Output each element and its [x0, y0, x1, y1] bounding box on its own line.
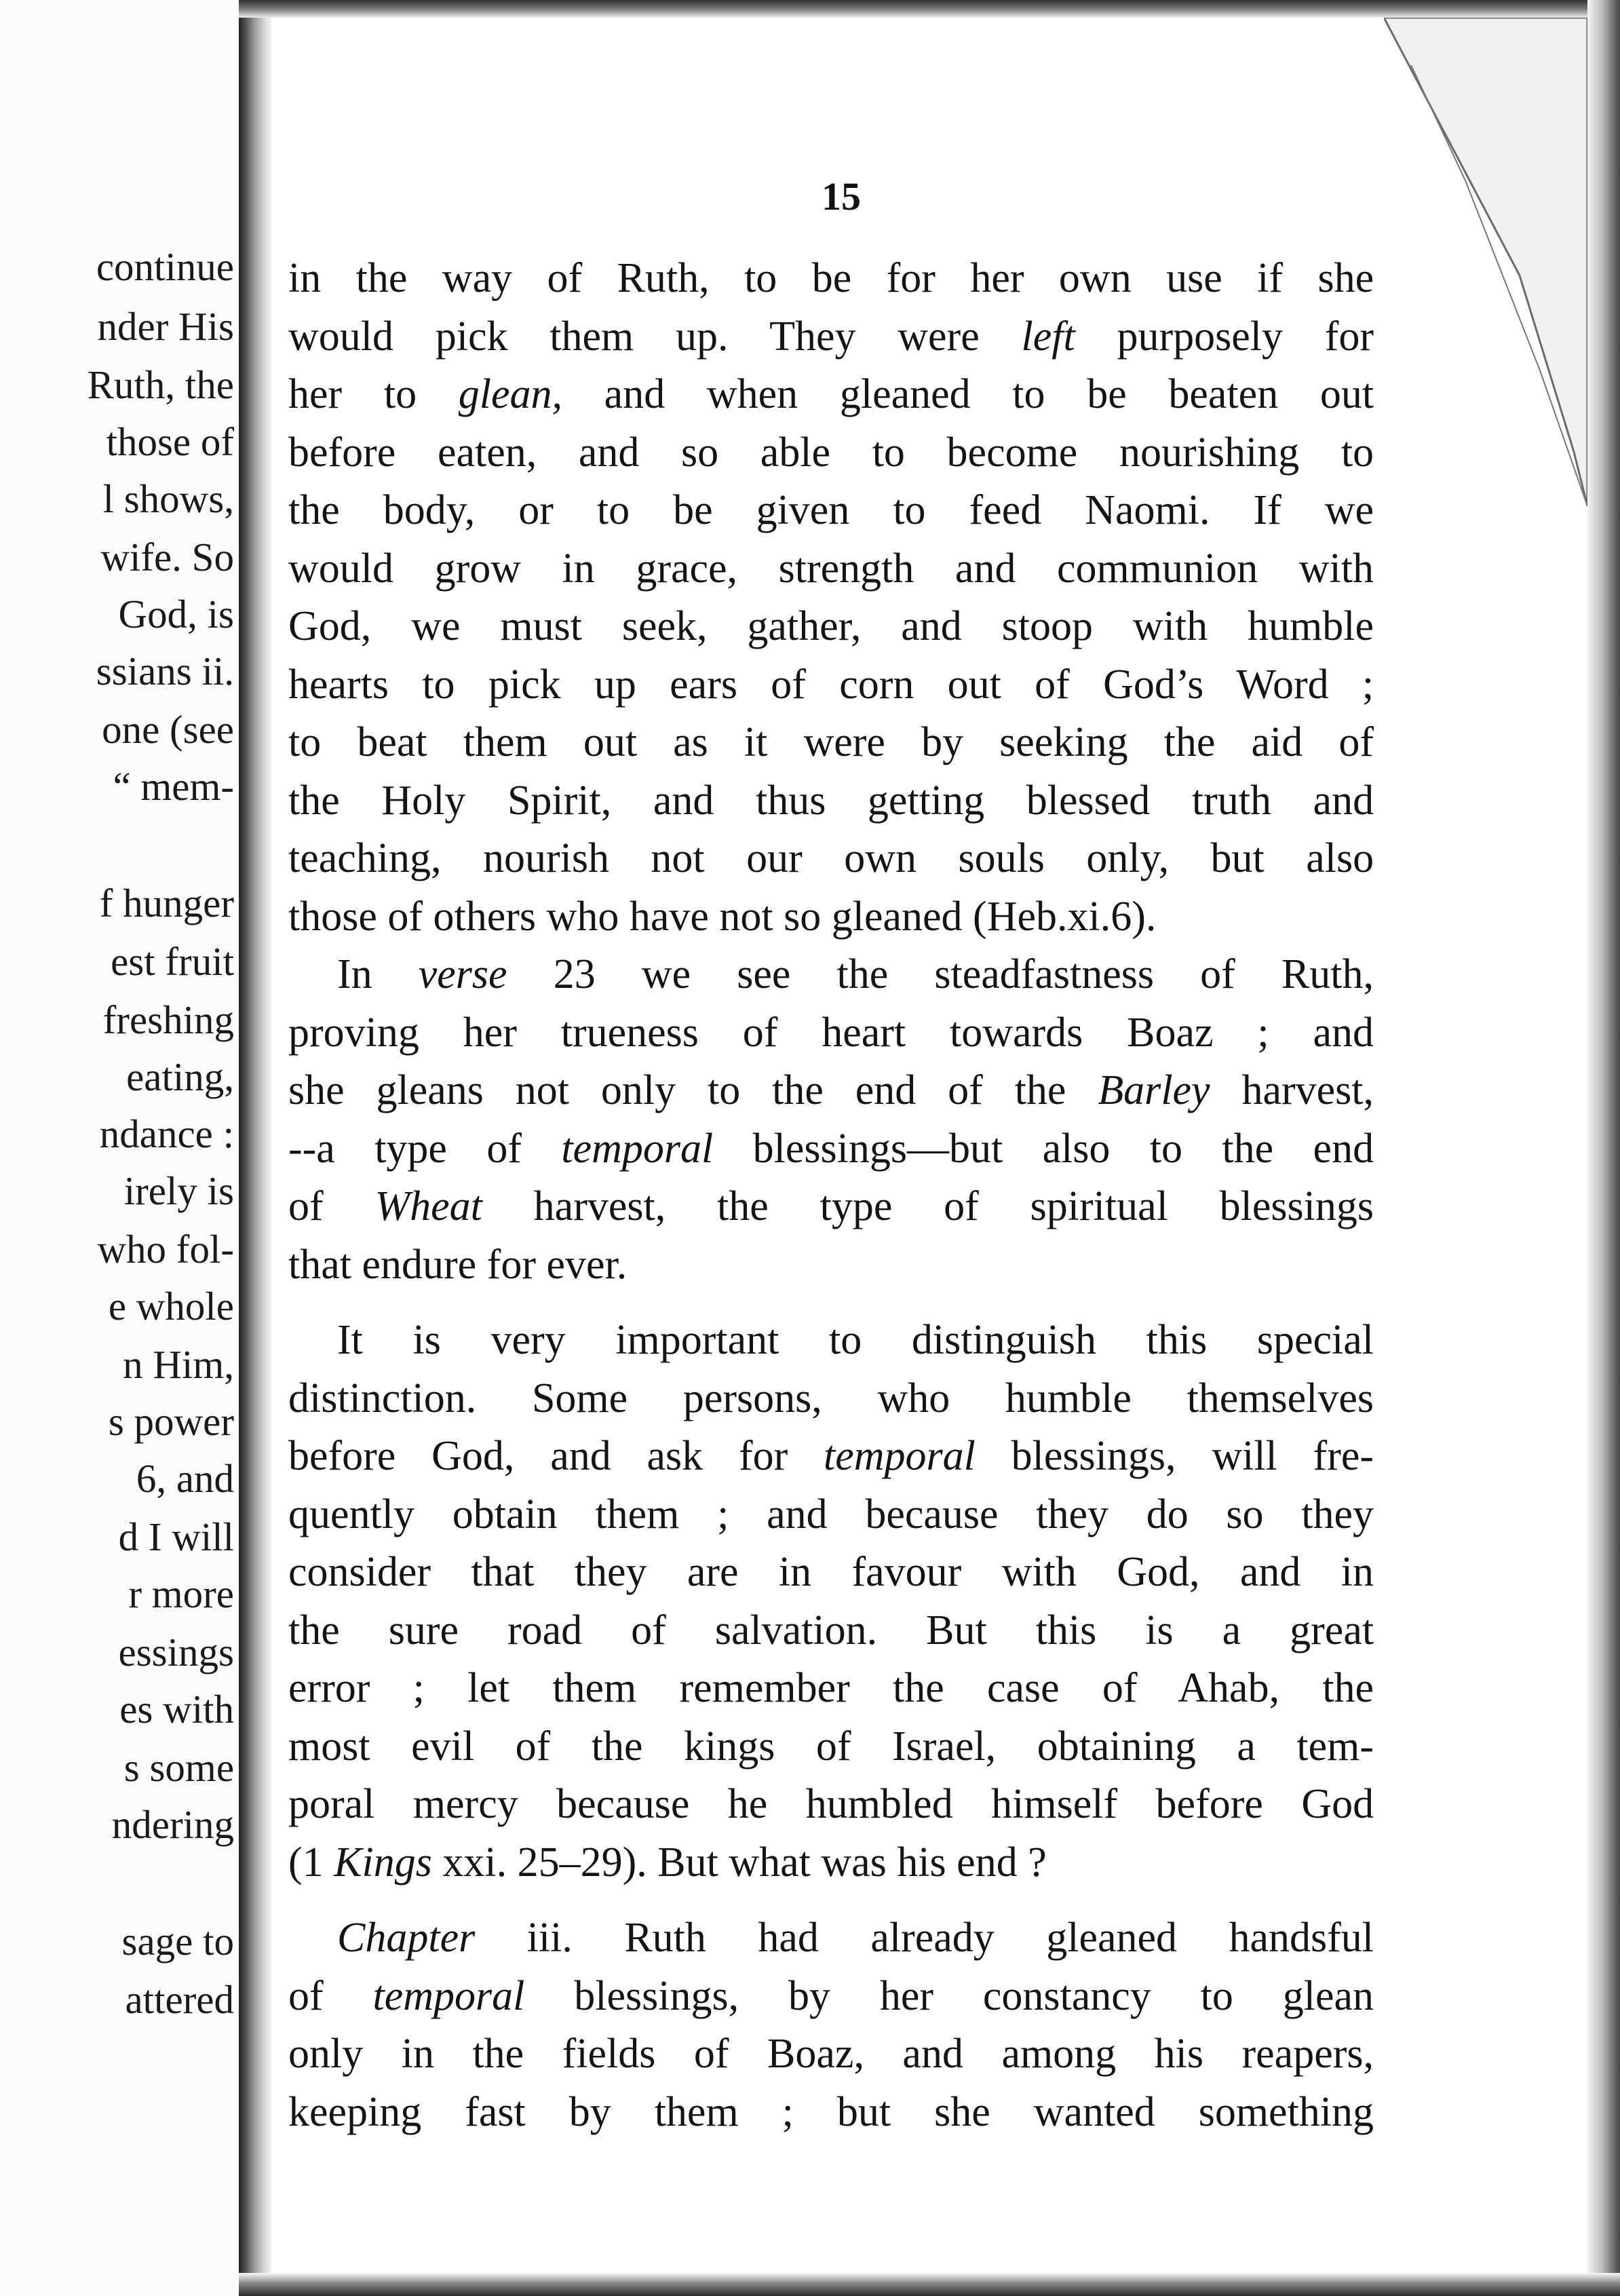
paragraph-3 [288, 1312, 1374, 1892]
text-line: quently obtain them ; and because they do so they [288, 1491, 1374, 1537]
left-page-line: wife. So [100, 535, 234, 579]
left-page-line: God, is [118, 592, 234, 636]
left-page-line: essings [118, 1630, 234, 1675]
text-line: those of others who have not so gleaned (Heb.xi.6). [288, 893, 1157, 940]
left-page-line: 6, and [136, 1456, 234, 1501]
top-page-edge [239, 0, 1620, 18]
text-line: that endure for ever. [288, 1241, 628, 1288]
text-line: of Wheat harvest, the type of spiritual blessings [288, 1183, 1374, 1229]
text-line: in the way of Ruth, to be for her own use if she [288, 255, 1374, 301]
paragraph-2 [288, 946, 1374, 1294]
left-page-line: ndance : [99, 1111, 234, 1156]
text-line: would grow in grace, strength and communion with [288, 545, 1374, 592]
text-line: Chapter iii. Ruth had already gleaned handsful [337, 1915, 1374, 1961]
left-page-line: e whole [108, 1284, 234, 1328]
left-page-fragment [0, 0, 241, 2296]
text-line: the Holy Spirit, and thus getting blessed truth and [288, 777, 1374, 824]
text-line: (1 Kings xxi. 25–29). But what was his end ? [288, 1839, 1047, 1886]
left-page-line: s some [123, 1745, 234, 1790]
left-page-line: est fruit [111, 939, 234, 984]
paragraph-1 [288, 250, 1374, 946]
left-page-line: “ mem- [113, 764, 234, 809]
text-line: It is very important to distinguish this special [337, 1317, 1374, 1363]
left-page-line: es with [119, 1687, 234, 1731]
text-line: to beat them out as it were by seeking the aid of [288, 719, 1374, 765]
text-line: hearts to pick up ears of corn out of God’s Word ; [288, 661, 1374, 708]
text-line: her to glean, and when gleaned to be beaten out [288, 371, 1374, 417]
text-line: most evil of the kings of Israel, obtaining a tem- [288, 1723, 1374, 1769]
book-gutter-shadow [239, 0, 271, 2296]
right-page-edge [1587, 0, 1620, 2296]
left-page-line: Ruth, the [87, 362, 234, 407]
text-line: the body, or to be given to feed Naomi. If we [288, 487, 1374, 533]
left-page-line: l shows, [102, 476, 234, 521]
text-line: before God, and ask for temporal blessings, will fre- [288, 1433, 1374, 1479]
text-line: she gleans not only to the end of the Barley harvest, [288, 1067, 1374, 1113]
text-line: the sure road of salvation. But this is a great [288, 1607, 1374, 1653]
left-page-line: those of [106, 419, 234, 464]
left-page-line: f hunger [99, 881, 234, 925]
text-line: teaching, nourish not our own souls only, but also [288, 835, 1374, 881]
text-line: --a type of temporal blessings—but also to the end [288, 1125, 1374, 1172]
left-page-line: nder His [97, 304, 234, 349]
paragraph-4 [288, 1909, 1374, 2141]
folded-corner [1384, 18, 1587, 506]
left-page-line: ssians ii. [96, 649, 234, 693]
text-line: keeping fast by them ; but she wanted something [288, 2088, 1374, 2135]
left-page-line: n Him, [123, 1342, 234, 1387]
text-line: error ; let them remember the case of Ahab, the [288, 1665, 1374, 1711]
text-line: of temporal blessings, by her constancy to glean [288, 1972, 1374, 2019]
left-page-line: who fol- [97, 1227, 234, 1271]
text-line: proving her trueness of heart towards Boaz ; and [288, 1009, 1374, 1056]
left-page-line: eating, [126, 1054, 234, 1099]
text-line: before eaten, and so able to become nourishing to [288, 429, 1374, 476]
left-page-line: s power [108, 1399, 234, 1444]
text-line: distinction. Some persons, who humble themselves [288, 1375, 1374, 1421]
bottom-page-edge [239, 2273, 1620, 2296]
left-page-line: ndering [111, 1802, 234, 1847]
page-number: 15 [822, 174, 861, 218]
text-line: poral mercy because he humbled himself before God [288, 1781, 1374, 1827]
text-line: In verse 23 we see the steadfastness of Ruth, [337, 951, 1374, 997]
text-line: God, we must seek, gather, and stoop with humble [288, 603, 1374, 649]
left-page-line: freshing [102, 997, 234, 1042]
text-line: consider that they are in favour with God, and in [288, 1549, 1374, 1595]
left-page-line: d I will [118, 1514, 234, 1559]
text-line: only in the fields of Boaz, and among his reapers, [288, 2031, 1374, 2077]
body-text [288, 250, 1374, 2141]
left-page-line: r more [128, 1571, 234, 1616]
text-line: would pick them up. They were left purposely for [288, 313, 1374, 360]
left-page-line: continue [96, 244, 234, 289]
left-page-line: one (see [102, 707, 234, 752]
left-page-line: sage to [121, 1919, 234, 1964]
left-page-line: attered [125, 1977, 234, 2022]
left-page-line: irely is [123, 1168, 234, 1213]
